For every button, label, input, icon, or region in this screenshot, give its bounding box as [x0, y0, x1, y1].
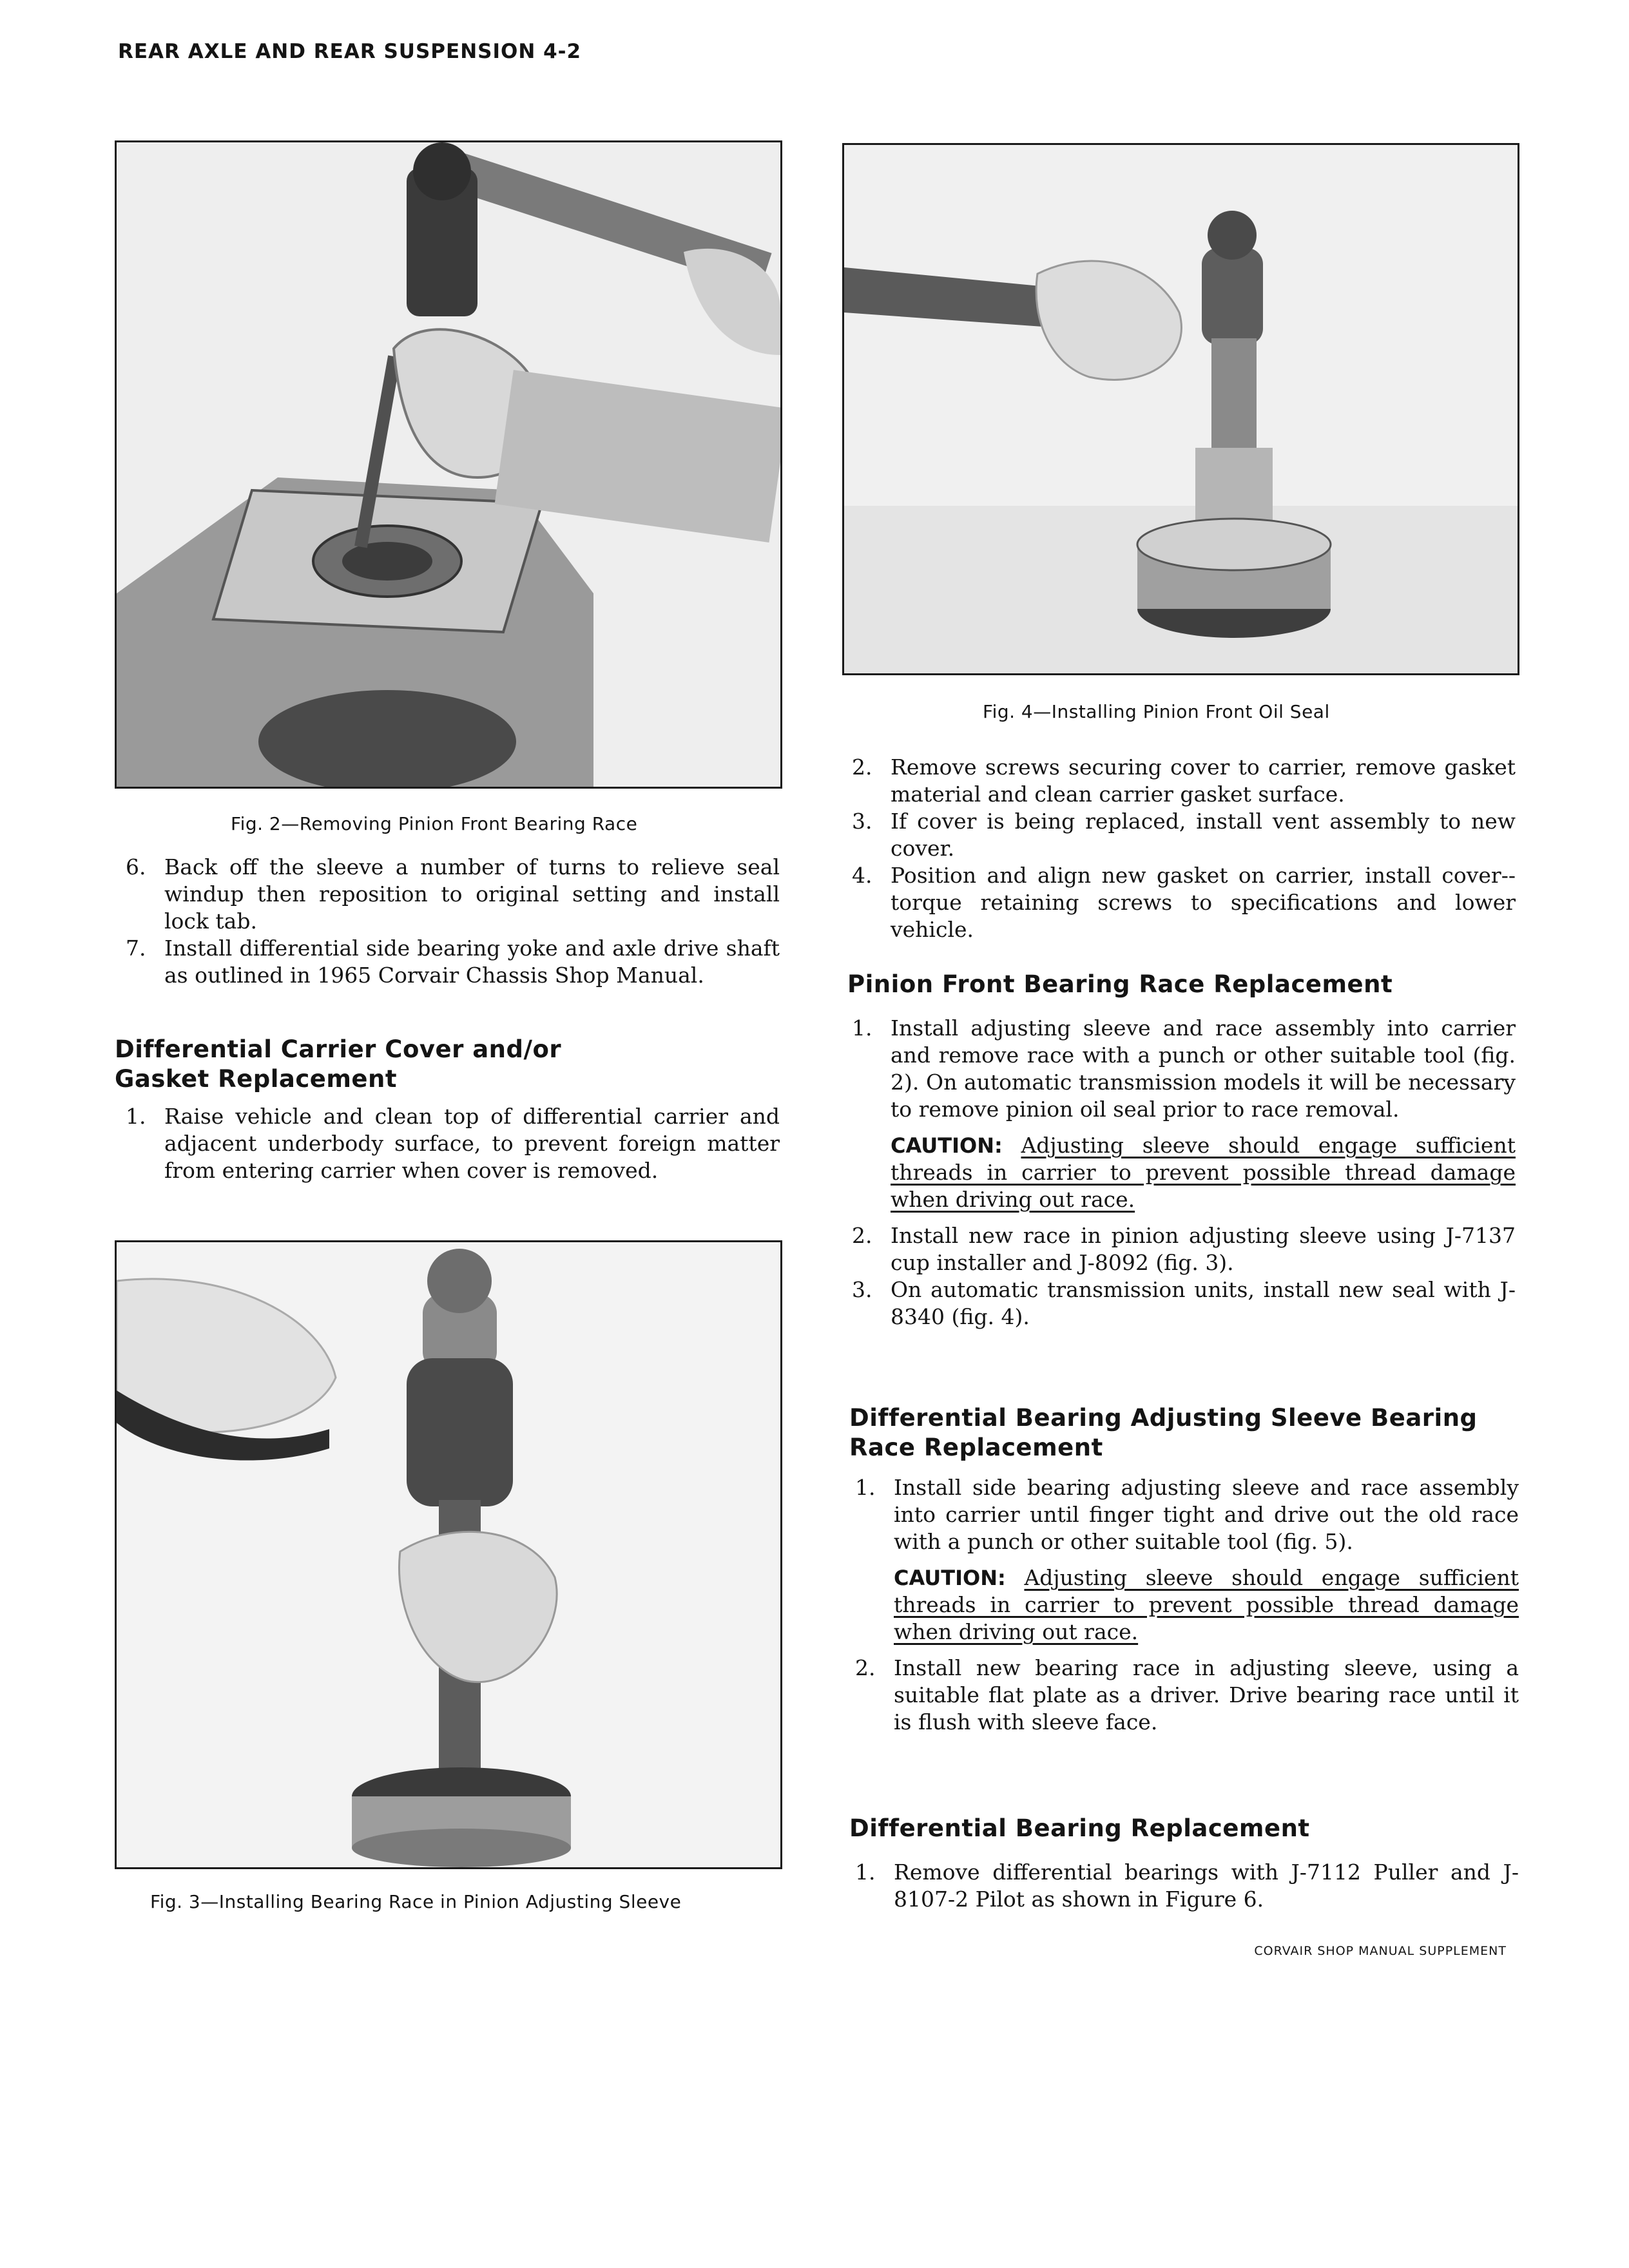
caution-note: CAUTION: Adjusting sleeve should engage sufficient threads in carrier to prevent possible thread damage when driving out race. — [894, 1565, 1519, 1644]
right-column-top — [852, 754, 1516, 943]
list-item: 2. Remove screws securing cover to carrier, remove gasket material and clean carrier gasket surface. — [852, 754, 1516, 807]
list-item: 3. If cover is being replaced, install vent assembly to new cover. — [852, 809, 1516, 861]
page-footer: CORVAIR SHOP MANUAL SUPPLEMENT — [1254, 1944, 1507, 1958]
sleeve-section-body — [855, 1474, 1519, 1736]
left-column-top — [126, 854, 780, 989]
seal-installer-illustration — [117, 1242, 780, 1867]
list-item: 2. Install new bearing race in adjusting sleeve, using a suitable flat plate as a driver. Drive bearing race until it is flush with sleeve face. — [855, 1655, 1519, 1735]
hammer-punch-illustration — [117, 142, 780, 787]
list-item: 4. Position and align new gasket on carrier, install cover--torque retaining screws to specifications and lower vehicle. — [852, 863, 1516, 942]
bearing-section-body — [855, 1859, 1519, 1913]
list-item: 1. Raise vehicle and clean top of differential carrier and adjacent underbody surface, to prevent foreign matter from entering carrier when cover is removed. — [126, 1104, 780, 1183]
list-item: 2. Install new race in pinion adjusting sleeve using J-7137 cup installer and J-8092 (fig. 3). — [852, 1223, 1516, 1275]
figure-3-caption: Fig. 3—Installing Bearing Race in Pinion Adjusting Sleeve — [150, 1891, 682, 1912]
page-header: REAR AXLE AND REAR SUSPENSION 4-2 — [118, 40, 582, 63]
figure-3-photo — [115, 1240, 782, 1869]
oil-seal-installer-illustration — [844, 145, 1518, 673]
figure-4-caption: Fig. 4—Installing Pinion Front Oil Seal — [983, 701, 1330, 722]
list-item: 1. Remove differential bearings with J-7112 Puller and J-8107-2 Pilot as shown in Figure 6. — [855, 1860, 1519, 1912]
list-item: 1. Install side bearing adjusting sleeve and race assembly into carrier until finger tight and drive out the old race with a punch or other suitable tool (fig. 5). — [855, 1475, 1519, 1554]
left-steps-list — [126, 854, 780, 989]
sleeve-section-heading: Differential Bearing Adjusting Sleeve Bearing Race Replacement — [849, 1404, 1478, 1461]
figure-2-caption: Fig. 2—Removing Pinion Front Bearing Race — [231, 813, 638, 834]
figure-4-photo — [842, 143, 1519, 675]
pinion-section-body — [852, 1015, 1516, 1331]
cover-section-body — [126, 1103, 780, 1184]
bearing-section-heading: Differential Bearing Replacement — [849, 1814, 1310, 1842]
figure-2-photo — [115, 140, 782, 789]
list-item: 6. Back off the sleeve a number of turns to relieve seal windup then reposition to original setting and install lock tab. — [126, 854, 780, 934]
list-item: 3. On automatic transmission units, install new seal with J-8340 (fig. 4). — [852, 1277, 1516, 1329]
list-item: 1. Install adjusting sleeve and race assembly into carrier and remove race with a punch or other suitable tool (fig. 2). On automatic transmission models it will be necessary to remove pinion oil seal prior to race removal. — [852, 1015, 1516, 1122]
caution-note: CAUTION: Adjusting sleeve should engage sufficient threads in carrier to prevent possible thread damage when driving out race. — [891, 1133, 1516, 1212]
pinion-section-heading: Pinion Front Bearing Race Replacement — [847, 970, 1393, 998]
cover-section-heading: Differential Carrier Cover and/or Gasket Replacement — [115, 1035, 562, 1093]
list-item: 7. Install differential side bearing yoke and axle drive shaft as outlined in 1965 Corvair Chassis Shop Manual. — [126, 936, 780, 988]
